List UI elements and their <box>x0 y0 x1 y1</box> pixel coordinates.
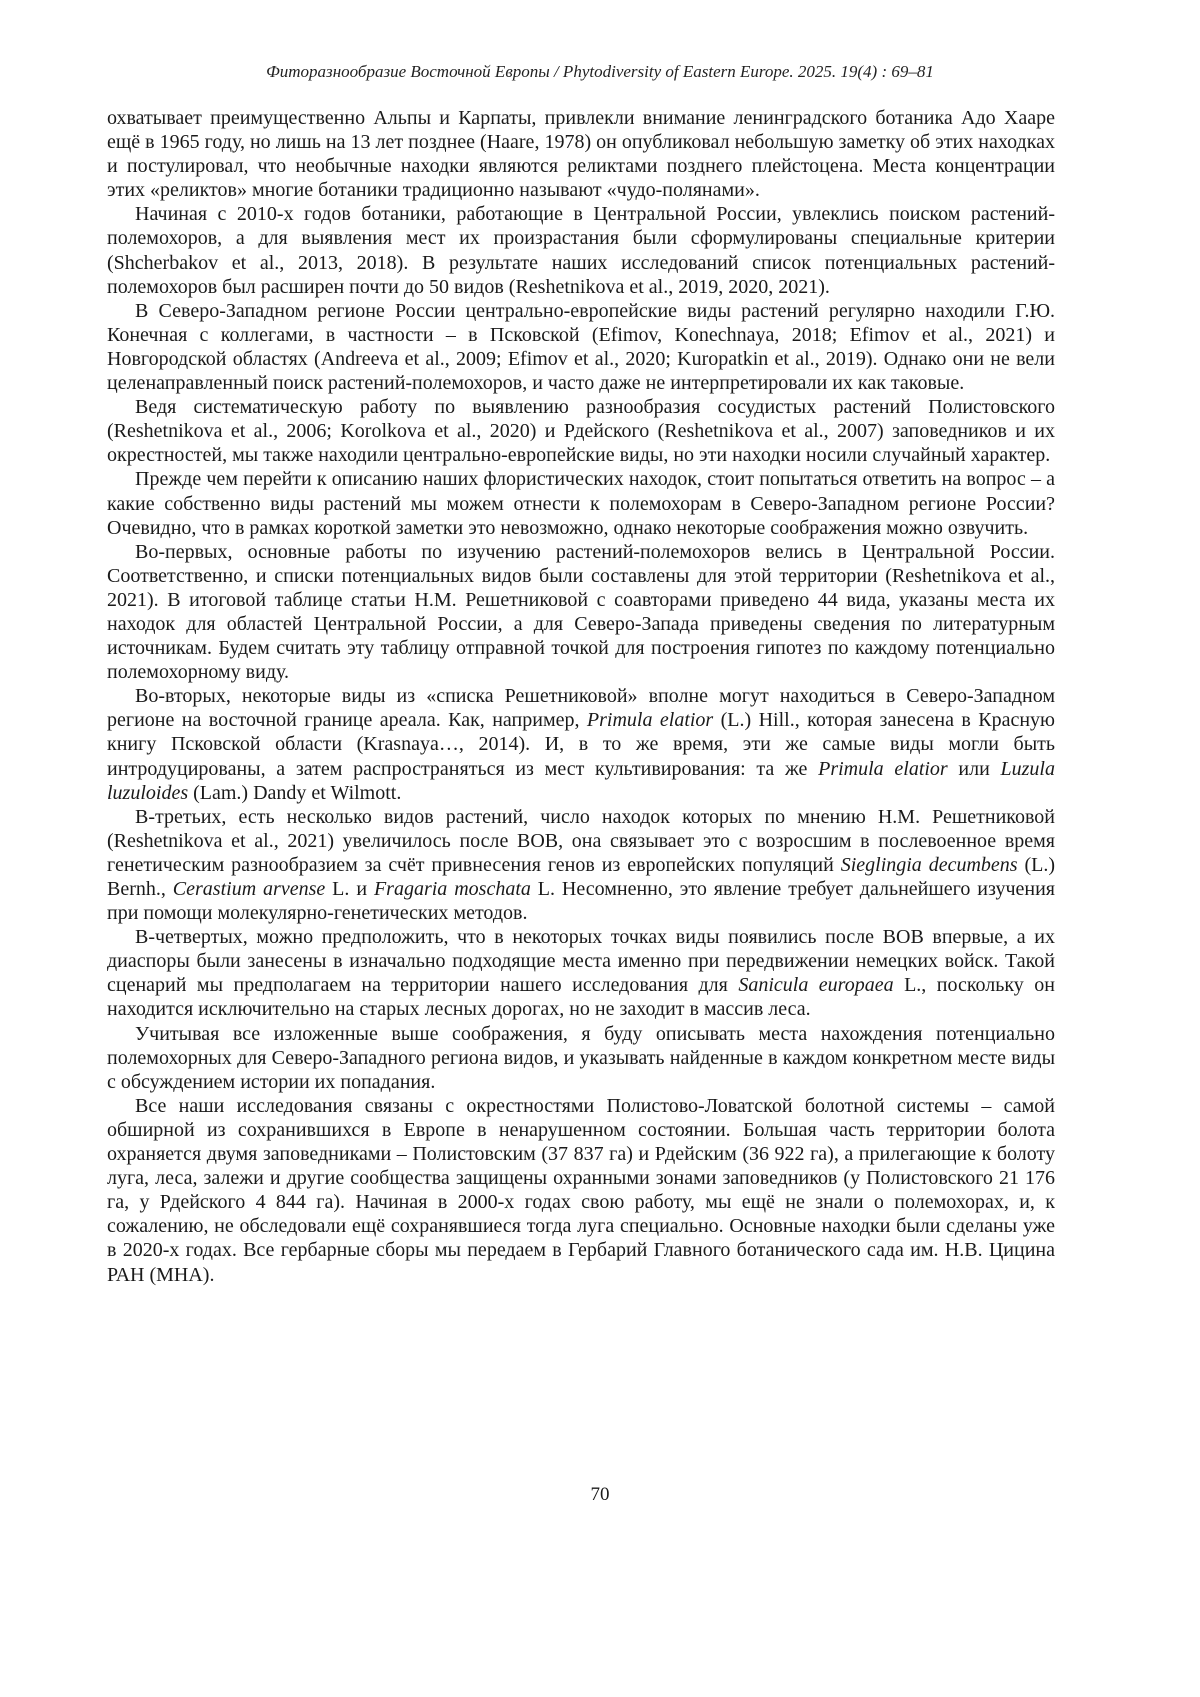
paragraph <box>107 925 1055 1021</box>
text-run: Учитывая все изложенные выше соображения, я буду описывать места нахождения потенциально полемохорных для Северо-Западного региона видов, и указывать найденные в каждом конкретном месте виды с обсуждением истории их попадания. <box>107 1022 1055 1093</box>
paragraph <box>107 540 1055 685</box>
text-run: Во-вторых, некоторые виды из «списка Решетниковой» вполне могут находиться в Северо-Западном регионе на восточной границе ареала. Как, например, <box>107 685 1055 732</box>
paragraph <box>107 684 1055 804</box>
text-run: В-третьих, есть несколько видов растений, число находок которых по мнению Н.М. Решетниковой (Reshetnikova et al., 2021) увеличилось после ВОВ, она связывает это с возросшим в послевоенное время генетическим разнообразием за счёт привнесения генов из европейских популяций <box>107 805 1055 876</box>
text-run: (Lam.) Dandy et Wilmott. <box>188 781 402 804</box>
species-name: Sieglingia decumbens <box>840 853 1018 876</box>
article-body <box>107 106 1055 1287</box>
text-run: Ведя систематическую работу по выявлению разнообразия сосудистых растений Полистовского (Reshetnikova et al., 2006; Korolkova et al., 2020) и Рдейского (Reshetnikova et al., 2007) заповедников и их окрестностей, мы также находили центрально-европейские виды, но эти находки носили случайный характер. <box>107 396 1055 467</box>
paragraph <box>107 395 1055 467</box>
paragraph <box>107 805 1055 925</box>
text-run: Начиная с 2010-х годов ботаники, работающие в Центральной России, увлеклись поиском растений-полемохоров, а для выявления мест их произрастания были сформулированы специальные критерии (Shcherbakov et al., 2013, 2018). В результате наших исследований список потенциальных растений-полемохоров был расширен почти до 50 видов (Reshetnikova et al., 2019, 2020, 2021). <box>107 203 1055 298</box>
paragraph <box>107 299 1055 395</box>
text-run: Во-первых, основные работы по изучению растений-полемохоров велись в Центральной России. Соответственно, и списки потенциальных видов были составлены для этой территории (Reshetnikova et al., 2021). В итоговой таблице статьи Н.М. Решетниковой с соавторами приведено 44 вида, указаны места их находок для областей Центральной России, а для Северо-Запада приведены сведения по литературным источникам. Будем считать эту таблицу отправной точкой для построения гипотез по каждому потенциально полемохорному виду. <box>107 540 1055 684</box>
paragraph <box>107 106 1055 202</box>
text-run: (L.) Bernh., <box>107 853 1055 900</box>
paragraph <box>107 202 1055 298</box>
species-name: Cerastium arvense <box>172 878 326 900</box>
text-run: В-четвертых, можно предположить, что в некоторых точках виды появились после ВОВ впервые, а их диаспоры были занесены в изначально подходящие места именно при передвижении немецких войск. Такой сценарий мы предполагаем на территории нашего исследования для <box>107 926 1055 997</box>
species-name: Sanicula europaea <box>738 974 894 997</box>
text-run: L., поскольку он находится исключительно на старых лесных дорогах, но не заходит в массив леса. <box>107 974 1055 1021</box>
text-run: Прежде чем перейти к описанию наших флористических находок, стоит попытаться ответить на вопрос – а какие собственно виды растений мы можем отнести к полемохорам в Северо-Западном регионе России? Очевидно, что в рамках короткой заметки это невозможно, однако некоторые соображения можно озвучить. <box>107 468 1055 539</box>
page-number: 70 <box>590 1484 610 1505</box>
paragraph <box>107 467 1055 539</box>
text-run: (L.) Hill., которая занесена в Красную книгу Псковской области (Krasnaya…, 2014). И, в то же время, эти же самые виды могли быть интродуцированы, а затем распространяться из мест культивирования: та же <box>107 709 1055 780</box>
text-run: L. Несомненно, это явление требует дальнейшего изучения при помощи молекулярно-генетических методов. <box>107 878 1056 925</box>
text-run: В Северо-Западном регионе России центрально-европейские виды растений регулярно находили Г.Ю. Конечная с коллегами, в частности – в Псковской (Efimov, Konechnaya, 2018; Efimov et al., 2021) и Новгородской областях (Andreeva et al., 2009; Efimov et al., 2020; Kuropatkin et al., 2019). Однако они не вели целенаправленный поиск растений-полемохоров, и часто даже не интерпретировали их как таковые. <box>107 299 1055 395</box>
text-run: охватывает преимущественно Альпы и Карпаты, привлекли внимание ленинградского ботаника Адо Хааре ещё в 1965 году, но лишь на 13 лет позднее (Haare, 1978) он опубликовал небольшую заметку об этих находках и постулировал, что необычные находки являются реликтами позднего плейстоцена. Места концентрации этих «реликтов» многие ботаники традиционно называют «чудо-полянами». <box>107 107 1055 202</box>
species-name: Fragaria moschata <box>373 878 531 900</box>
paragraph <box>107 1022 1055 1094</box>
text-run: L. и <box>325 878 374 900</box>
text-run: или <box>947 757 1001 780</box>
species-name: Primula elatior <box>818 757 948 780</box>
species-name: Luzula luzuloides <box>107 757 1055 804</box>
running-header: Фиторазнообразие Восточной Европы / Phytodiversity of Eastern Europe. 2025. 19(4) : 69–81 <box>266 62 934 81</box>
paragraph <box>107 1094 1055 1287</box>
species-name: Primula elatior <box>586 709 714 732</box>
text-run: Все наши исследования связаны с окрестностями Полистово-Ловатской болотной системы – самой обширной из сохранившихся в Европе в ненарушенном состоянии. Большая часть территории болота охраняется двумя заповедниками – Полистовским (37 837 га) и Рдейским (36 922 га), а прилегающие к болоту луга, леса, залежи и другие сообщества защищены охранными зонами заповедников (у Полистовского 21 176 га, у Рдейского 4 844 га). Начиная в 2000-х годах свою работу, мы ещё не знали о полемохорах, и, к сожалению, не обследовали ещё сохранявшиеся тогда луга специально. Основные находки были сделаны уже в 2020-х годах. Все гербарные сборы мы передаем в Гербарий Главного ботанического сада им. Н.В. Цицина РАН (МНА). <box>107 1094 1055 1286</box>
